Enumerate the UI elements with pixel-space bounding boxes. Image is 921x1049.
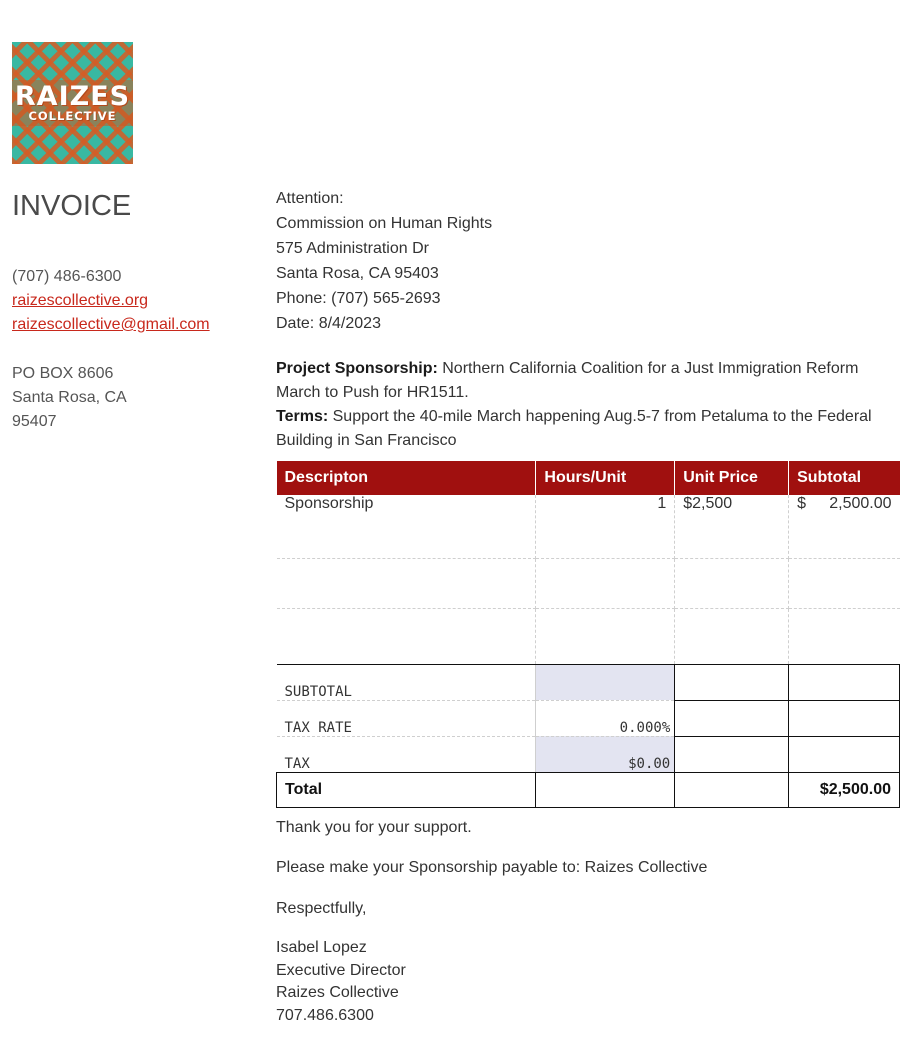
address-line: PO BOX 8606	[12, 365, 114, 382]
logo-band	[12, 80, 133, 126]
row-subtotal-amount: 2,500.00	[829, 495, 892, 512]
table-row	[277, 608, 900, 664]
row-description: Sponsorship	[277, 495, 536, 558]
subtotal-label: SUBTOTAL	[277, 664, 536, 700]
email-link[interactable]: raizescollective@gmail.com	[12, 316, 210, 333]
recipient-city: Santa Rosa, CA 95403	[276, 265, 439, 282]
sponsorship-text: Northern California Coalition for a Just Immigration Reform March to Push for HR1511.	[276, 360, 859, 401]
regards-text: Respectfully,	[276, 900, 367, 917]
payable-text: Please make your Sponsorship payable to: Raizes Collective	[276, 859, 708, 876]
tax-label: TAX	[277, 736, 536, 772]
row-currency: $	[797, 495, 806, 512]
row-hours: 1	[536, 495, 675, 558]
address-line: 95407	[12, 413, 57, 430]
invoice-date: Date: 8/4/2023	[276, 315, 381, 332]
empty-cell	[675, 700, 789, 736]
recipient-street: 575 Administration Dr	[276, 240, 429, 257]
row-unit-price: $2,500	[675, 495, 789, 558]
subtotal-row	[277, 664, 900, 700]
sender-contact	[12, 265, 210, 337]
header-description: Descripton	[277, 461, 536, 495]
row-unit-price	[675, 558, 789, 608]
header-subtotal: Subtotal	[789, 461, 900, 495]
subtotal-value[interactable]	[536, 664, 675, 700]
signer-title: Executive Director	[276, 961, 406, 979]
row-subtotal	[789, 608, 900, 664]
signer-name: Isabel Lopez	[276, 939, 367, 956]
table-row	[277, 558, 900, 608]
attention-label: Attention:	[276, 190, 344, 207]
empty-cell	[789, 664, 900, 700]
empty-cell	[789, 736, 900, 772]
tax-rate-label: TAX RATE	[277, 700, 536, 736]
header-hours: Hours/Unit	[536, 461, 675, 495]
signature-block	[276, 937, 406, 1027]
recipient-block	[276, 186, 492, 336]
tax-row	[277, 736, 900, 772]
row-hours	[536, 558, 675, 608]
address-line: Santa Rosa, CA	[12, 389, 127, 406]
raizes-logo	[12, 42, 133, 164]
row-description	[277, 608, 536, 664]
row-hours	[536, 608, 675, 664]
recipient-name: Commission on Human Rights	[276, 215, 493, 232]
empty-cell	[789, 700, 900, 736]
sender-address	[12, 362, 127, 434]
invoice-title: INVOICE	[12, 190, 132, 222]
project-description	[276, 357, 901, 453]
total-label: Total	[277, 772, 536, 807]
total-row	[277, 772, 900, 807]
row-subtotal	[789, 558, 900, 608]
signer-phone: 707.486.6300	[276, 1006, 374, 1024]
signer-org: Raizes Collective	[276, 984, 399, 1001]
empty-cell	[675, 664, 789, 700]
terms-label: Terms:	[276, 408, 329, 425]
thanks-text: Thank you for your support.	[276, 819, 472, 836]
logo-word: RAIZES	[14, 81, 131, 112]
header-unit-price: Unit Price	[675, 461, 789, 495]
website-link[interactable]: raizescollective.org	[12, 292, 149, 309]
total-value: $2,500.00	[789, 772, 900, 807]
table-header-row	[277, 461, 900, 495]
tax-rate-value[interactable]: 0.000%	[536, 700, 675, 736]
row-unit-price	[675, 608, 789, 664]
sponsorship-line	[276, 357, 901, 405]
table-row	[277, 495, 900, 558]
terms-text: Support the 40-mile March happening Aug.5-7 from Petaluma to the Federal Building in San Francisco	[276, 408, 872, 449]
row-description	[277, 558, 536, 608]
recipient-phone: Phone: (707) 565-2693	[276, 290, 441, 307]
terms-line	[276, 405, 901, 453]
logo-subword: COLLECTIVE	[28, 109, 117, 123]
tax-rate-row	[277, 700, 900, 736]
tax-value[interactable]: $0.00	[536, 736, 675, 772]
empty-cell	[536, 772, 675, 807]
sender-phone: (707) 486-6300	[12, 268, 122, 285]
empty-cell	[675, 772, 789, 807]
row-subtotal	[789, 495, 900, 558]
invoice-table	[276, 461, 900, 808]
empty-cell	[675, 736, 789, 772]
sponsorship-label: Project Sponsorship:	[276, 360, 438, 377]
